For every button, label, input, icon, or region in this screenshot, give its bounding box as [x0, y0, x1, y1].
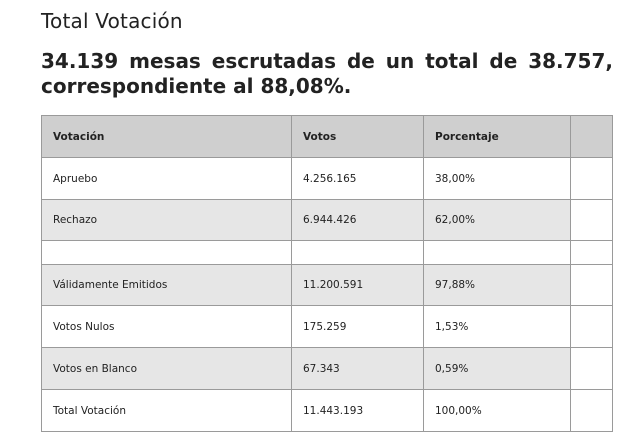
table-row — [42, 390, 613, 432]
row-votes — [292, 241, 424, 265]
row-empty-cell — [571, 390, 613, 432]
row-percent: 1,53% — [424, 306, 571, 348]
row-percent: 0,59% — [424, 348, 571, 390]
row-empty-cell — [571, 241, 613, 265]
row-votes: 11.443.193 — [292, 390, 424, 432]
row-empty-cell — [571, 348, 613, 390]
row-percent: 100,00% — [424, 390, 571, 432]
results-table — [41, 115, 613, 432]
summary-text — [41, 49, 613, 99]
row-empty-cell — [571, 265, 613, 306]
summary-line-2: correspondiente al 88,08%. — [41, 74, 352, 98]
column-header-votacion: Votación — [42, 116, 292, 158]
row-label: Apruebo — [42, 158, 292, 200]
column-header-porcentaje: Porcentaje — [424, 116, 571, 158]
row-label: Total Votación — [42, 390, 292, 432]
row-label: Votos Nulos — [42, 306, 292, 348]
column-header-votos: Votos — [292, 116, 424, 158]
row-votes: 11.200.591 — [292, 265, 424, 306]
row-votes: 175.259 — [292, 306, 424, 348]
table-row — [42, 200, 613, 241]
row-empty-cell — [571, 158, 613, 200]
row-votes: 67.343 — [292, 348, 424, 390]
column-header-empty — [571, 116, 613, 158]
row-empty-cell — [571, 306, 613, 348]
table-row — [42, 158, 613, 200]
table-row — [42, 265, 613, 306]
summary-line-1: 34.139 mesas escrutadas de un total de 38.757, — [41, 49, 613, 73]
row-label: Rechazo — [42, 200, 292, 241]
table-row — [42, 306, 613, 348]
row-votes: 6.944.426 — [292, 200, 424, 241]
row-label — [42, 241, 292, 265]
row-empty-cell — [571, 200, 613, 241]
table-row-spacer — [42, 241, 613, 265]
row-percent: 38,00% — [424, 158, 571, 200]
row-label: Válidamente Emitidos — [42, 265, 292, 306]
row-label: Votos en Blanco — [42, 348, 292, 390]
row-votes: 4.256.165 — [292, 158, 424, 200]
page-title: Total Votación — [41, 9, 183, 33]
row-percent: 62,00% — [424, 200, 571, 241]
row-percent — [424, 241, 571, 265]
table-row — [42, 348, 613, 390]
table-header-row — [42, 116, 613, 158]
row-percent: 97,88% — [424, 265, 571, 306]
